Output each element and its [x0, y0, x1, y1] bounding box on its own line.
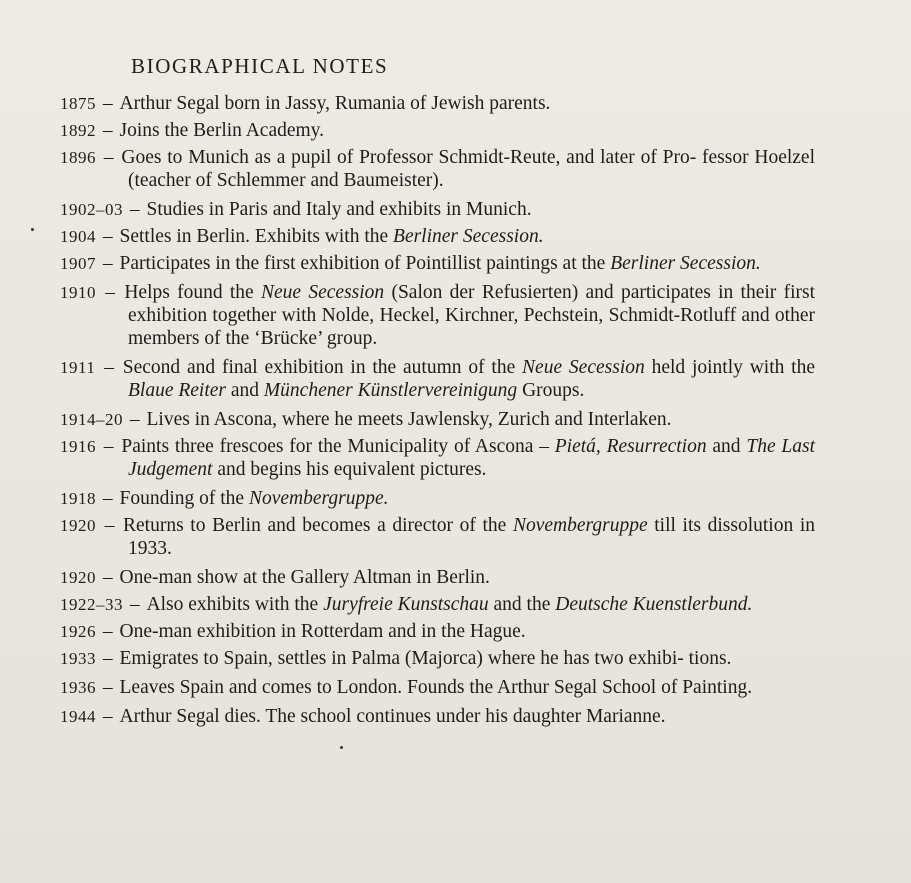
year-dash: – — [125, 409, 145, 430]
note-text: Goes to Munich as a pupil of Professor Schmidt-Reute, and later of Pro- fessor Hoelzel (teacher of Schlemmer and Baumeister). — [121, 147, 815, 191]
year-dash: – — [98, 253, 118, 274]
year-dash: – — [125, 199, 145, 220]
note-year: 1892 — [60, 121, 96, 140]
year-dash: – — [98, 648, 118, 669]
year-dash: – — [98, 567, 118, 588]
note-year: 1918 — [60, 489, 96, 508]
note-text: Arthur Segal born in Jassy, Rumania of Jewish parents. — [119, 93, 551, 114]
note-year: 1933 — [60, 649, 96, 668]
note-text: and the — [488, 594, 556, 615]
note-italic-text: Novembergruppe — [512, 515, 648, 536]
note-year: 1920 — [60, 516, 96, 535]
note-entry — [60, 647, 815, 670]
year-dash: – — [98, 706, 118, 727]
note-italic-text: Novembergruppe. — [248, 488, 389, 509]
note-year: 1916 — [60, 437, 96, 456]
note-year: 1875 — [60, 94, 96, 113]
year-dash: – — [98, 93, 118, 114]
note-text: Paints three frescoes for the Municipality of Ascona – — [121, 436, 555, 457]
note-text: and — [706, 436, 747, 457]
note-text: till its dissolution in 1933. — [128, 515, 815, 559]
note-text: Settles in Berlin. Exhibits with the — [119, 226, 394, 247]
year-dash: – — [98, 147, 120, 168]
note-entry — [60, 705, 815, 728]
note-text: One-man show at the Gallery Altman in Berlin. — [119, 567, 490, 588]
note-text: Lives in Ascona, where he meets Jawlensky, Zurich and Interlaken. — [146, 409, 672, 430]
note-text: Participates in the first exhibition of Pointillist paintings at the — [119, 253, 611, 274]
note-text: Groups. — [517, 380, 585, 401]
note-italic-text: Neue Secession — [261, 282, 385, 303]
note-year: 1926 — [60, 622, 96, 641]
note-entry — [60, 408, 815, 431]
speck-mark — [340, 746, 343, 749]
note-year: 1920 — [60, 568, 96, 587]
note-text: Leaves Spain and comes to London. Founds the Arthur Segal School of Painting. — [119, 677, 753, 698]
note-italic-text: Deutsche Kuenstlerbund. — [555, 594, 753, 615]
note-text: Arthur Segal dies. The school continues under his daughter Marianne. — [119, 706, 666, 727]
note-text: and — [226, 380, 264, 401]
year-dash: – — [98, 120, 118, 141]
note-year: 1944 — [60, 707, 96, 726]
year-dash: – — [98, 515, 122, 536]
note-year: 1902–03 — [60, 200, 123, 219]
year-dash: – — [98, 226, 118, 247]
note-year: 1914–20 — [60, 410, 123, 429]
speck-mark — [31, 228, 34, 231]
note-text: Returns to Berlin and becomes a director of the — [123, 515, 513, 536]
note-text: and begins his equivalent pictures. — [212, 459, 487, 480]
note-italic-text: Pietá, Resurrection — [554, 436, 707, 457]
note-entry — [60, 92, 815, 115]
year-dash: – — [98, 677, 118, 698]
note-entry — [60, 620, 815, 643]
note-entry — [60, 487, 815, 510]
note-text: (Salon der Refusierten) and participates in their first exhibition together with Nolde, Heckel, Kirchner, Pechstein, Schmidt-Rotluff and other members of the ‘Brücke’ group. — [128, 282, 815, 349]
note-entry — [60, 514, 815, 560]
note-text: Founding of the — [119, 488, 249, 509]
note-year: 1896 — [60, 148, 96, 167]
note-italic-text: Berliner Secession. — [610, 253, 761, 274]
year-dash: – — [98, 621, 118, 642]
note-italic-text: Münchener Künstlervereinigung — [263, 380, 518, 401]
note-year: 1911 — [60, 358, 96, 377]
note-year: 1910 — [60, 283, 96, 302]
note-year: 1907 — [60, 254, 96, 273]
note-text: Also exhibits with the — [146, 594, 324, 615]
note-text: held jointly with the — [644, 357, 816, 378]
note-entry — [60, 119, 815, 142]
note-entry — [60, 566, 815, 589]
note-entry — [60, 676, 815, 699]
note-entry — [60, 281, 815, 350]
note-entry — [60, 356, 815, 402]
note-text: Second and final exhibition in the autumn of the — [122, 357, 523, 378]
note-text: Studies in Paris and Italy and exhibits in Munich. — [146, 199, 532, 220]
note-text: Helps found the — [124, 282, 261, 303]
year-dash: – — [98, 488, 118, 509]
biography-list — [60, 92, 815, 732]
note-entry — [60, 252, 815, 275]
note-entry — [60, 435, 815, 481]
year-dash: – — [125, 594, 145, 615]
note-entry — [60, 146, 815, 192]
note-entry — [60, 225, 815, 248]
year-dash: – — [98, 436, 120, 457]
note-italic-text: Blaue Reiter — [128, 380, 227, 401]
note-year: 1936 — [60, 678, 96, 697]
note-text: Joins the Berlin Academy. — [119, 120, 325, 141]
note-italic-text: Juryfreie Kunstschau — [323, 594, 489, 615]
note-italic-text: Neue Secession — [522, 357, 645, 378]
page-title: BIOGRAPHICAL NOTES — [131, 54, 389, 78]
note-text: One-man exhibition in Rotterdam and in the Hague. — [119, 621, 526, 642]
note-italic-text: Berliner Secession. — [393, 226, 544, 247]
year-dash: – — [98, 282, 123, 303]
note-italic-text: The Last Judgement — [128, 436, 816, 480]
note-year: 1922–33 — [60, 595, 123, 614]
note-entry — [60, 198, 815, 221]
note-entry — [60, 593, 815, 616]
note-text: Emigrates to Spain, settles in Palma (Majorca) where he has two exhibi- tions. — [119, 648, 732, 669]
note-year: 1904 — [60, 227, 96, 246]
year-dash: – — [97, 357, 121, 378]
